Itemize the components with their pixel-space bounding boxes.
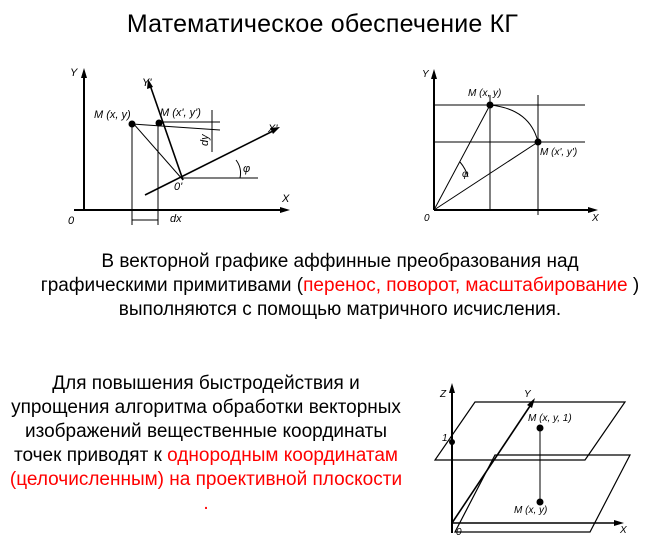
- z-axis-arrow: [449, 383, 455, 393]
- affine-transform-paragraph: [40, 250, 640, 322]
- point-m: [129, 121, 136, 128]
- point-m: [487, 102, 494, 109]
- label-m-prime: M (x', y'): [540, 147, 578, 158]
- lower-plane: [455, 455, 630, 532]
- coordinate-transform-diagram: [60, 60, 310, 230]
- y-prime-axis: [150, 85, 183, 180]
- label-z: Z: [440, 389, 447, 400]
- paragraph2-text-a: Для повышения быстродействия и упрощения алгоритма обработки векторных изображений вещественные координаты точек приводят к: [11, 373, 401, 466]
- label-angle: φ: [243, 163, 251, 175]
- label-origin: 0: [68, 215, 75, 227]
- upper-plane: [435, 402, 625, 460]
- label-x-prime: X': [268, 123, 278, 135]
- unit-mark: [449, 439, 455, 445]
- projective-plane-diagram: [420, 375, 640, 540]
- label-origin-prime: 0': [174, 181, 183, 193]
- label-angle: φ: [462, 169, 469, 180]
- radius-m: [434, 105, 490, 210]
- label-unit: 1: [442, 433, 448, 444]
- label-y: Y: [524, 389, 531, 400]
- paragraph2-highlight: однородным координатам (целочисленным) на проективной плоскости .: [9, 445, 403, 514]
- label-m: M (x, y): [468, 88, 502, 99]
- x-axis-arrow: [280, 207, 290, 213]
- rotation-arc: [490, 105, 538, 142]
- label-x: X: [282, 193, 290, 205]
- paragraph1-highlight: перенос, поворот, масштабирование: [303, 275, 628, 296]
- label-x: X: [592, 213, 599, 224]
- m-level: [132, 124, 220, 130]
- label-x: X: [620, 525, 627, 536]
- y-axis-arrow: [431, 69, 437, 79]
- point-upper: [537, 425, 544, 432]
- label-y-prime: Y': [142, 77, 152, 89]
- y-axis-arrow: [81, 68, 87, 78]
- homogeneous-coordinates-paragraph: [6, 372, 406, 516]
- label-m-prime: M (x', y'): [160, 107, 201, 119]
- label-dy: dy: [199, 134, 211, 146]
- label-origin: 0: [456, 527, 462, 538]
- label-dx: dx: [170, 213, 182, 225]
- label-origin: 0: [424, 213, 430, 224]
- point-m-prime: [535, 139, 542, 146]
- label-m: M (x, y): [94, 109, 131, 121]
- angle-arc: [236, 160, 241, 178]
- label-y: Y: [70, 67, 78, 79]
- page-title: Математическое обеспечение КГ: [126, 10, 519, 38]
- paragraph1-text-b: ) выполняются с помощью матричного исчисления.: [118, 275, 640, 320]
- point-m-prime: [156, 120, 163, 127]
- label-point-lower: M (x, y): [514, 505, 548, 516]
- radius-m-prime: [434, 142, 538, 210]
- label-point-upper: M (x, y, 1): [528, 413, 572, 424]
- label-y: Y: [422, 69, 429, 80]
- paragraph1-text-a: В векторной графике аффинные преобразования над графическими примитивами (: [40, 251, 579, 296]
- rotation-diagram: [420, 65, 620, 225]
